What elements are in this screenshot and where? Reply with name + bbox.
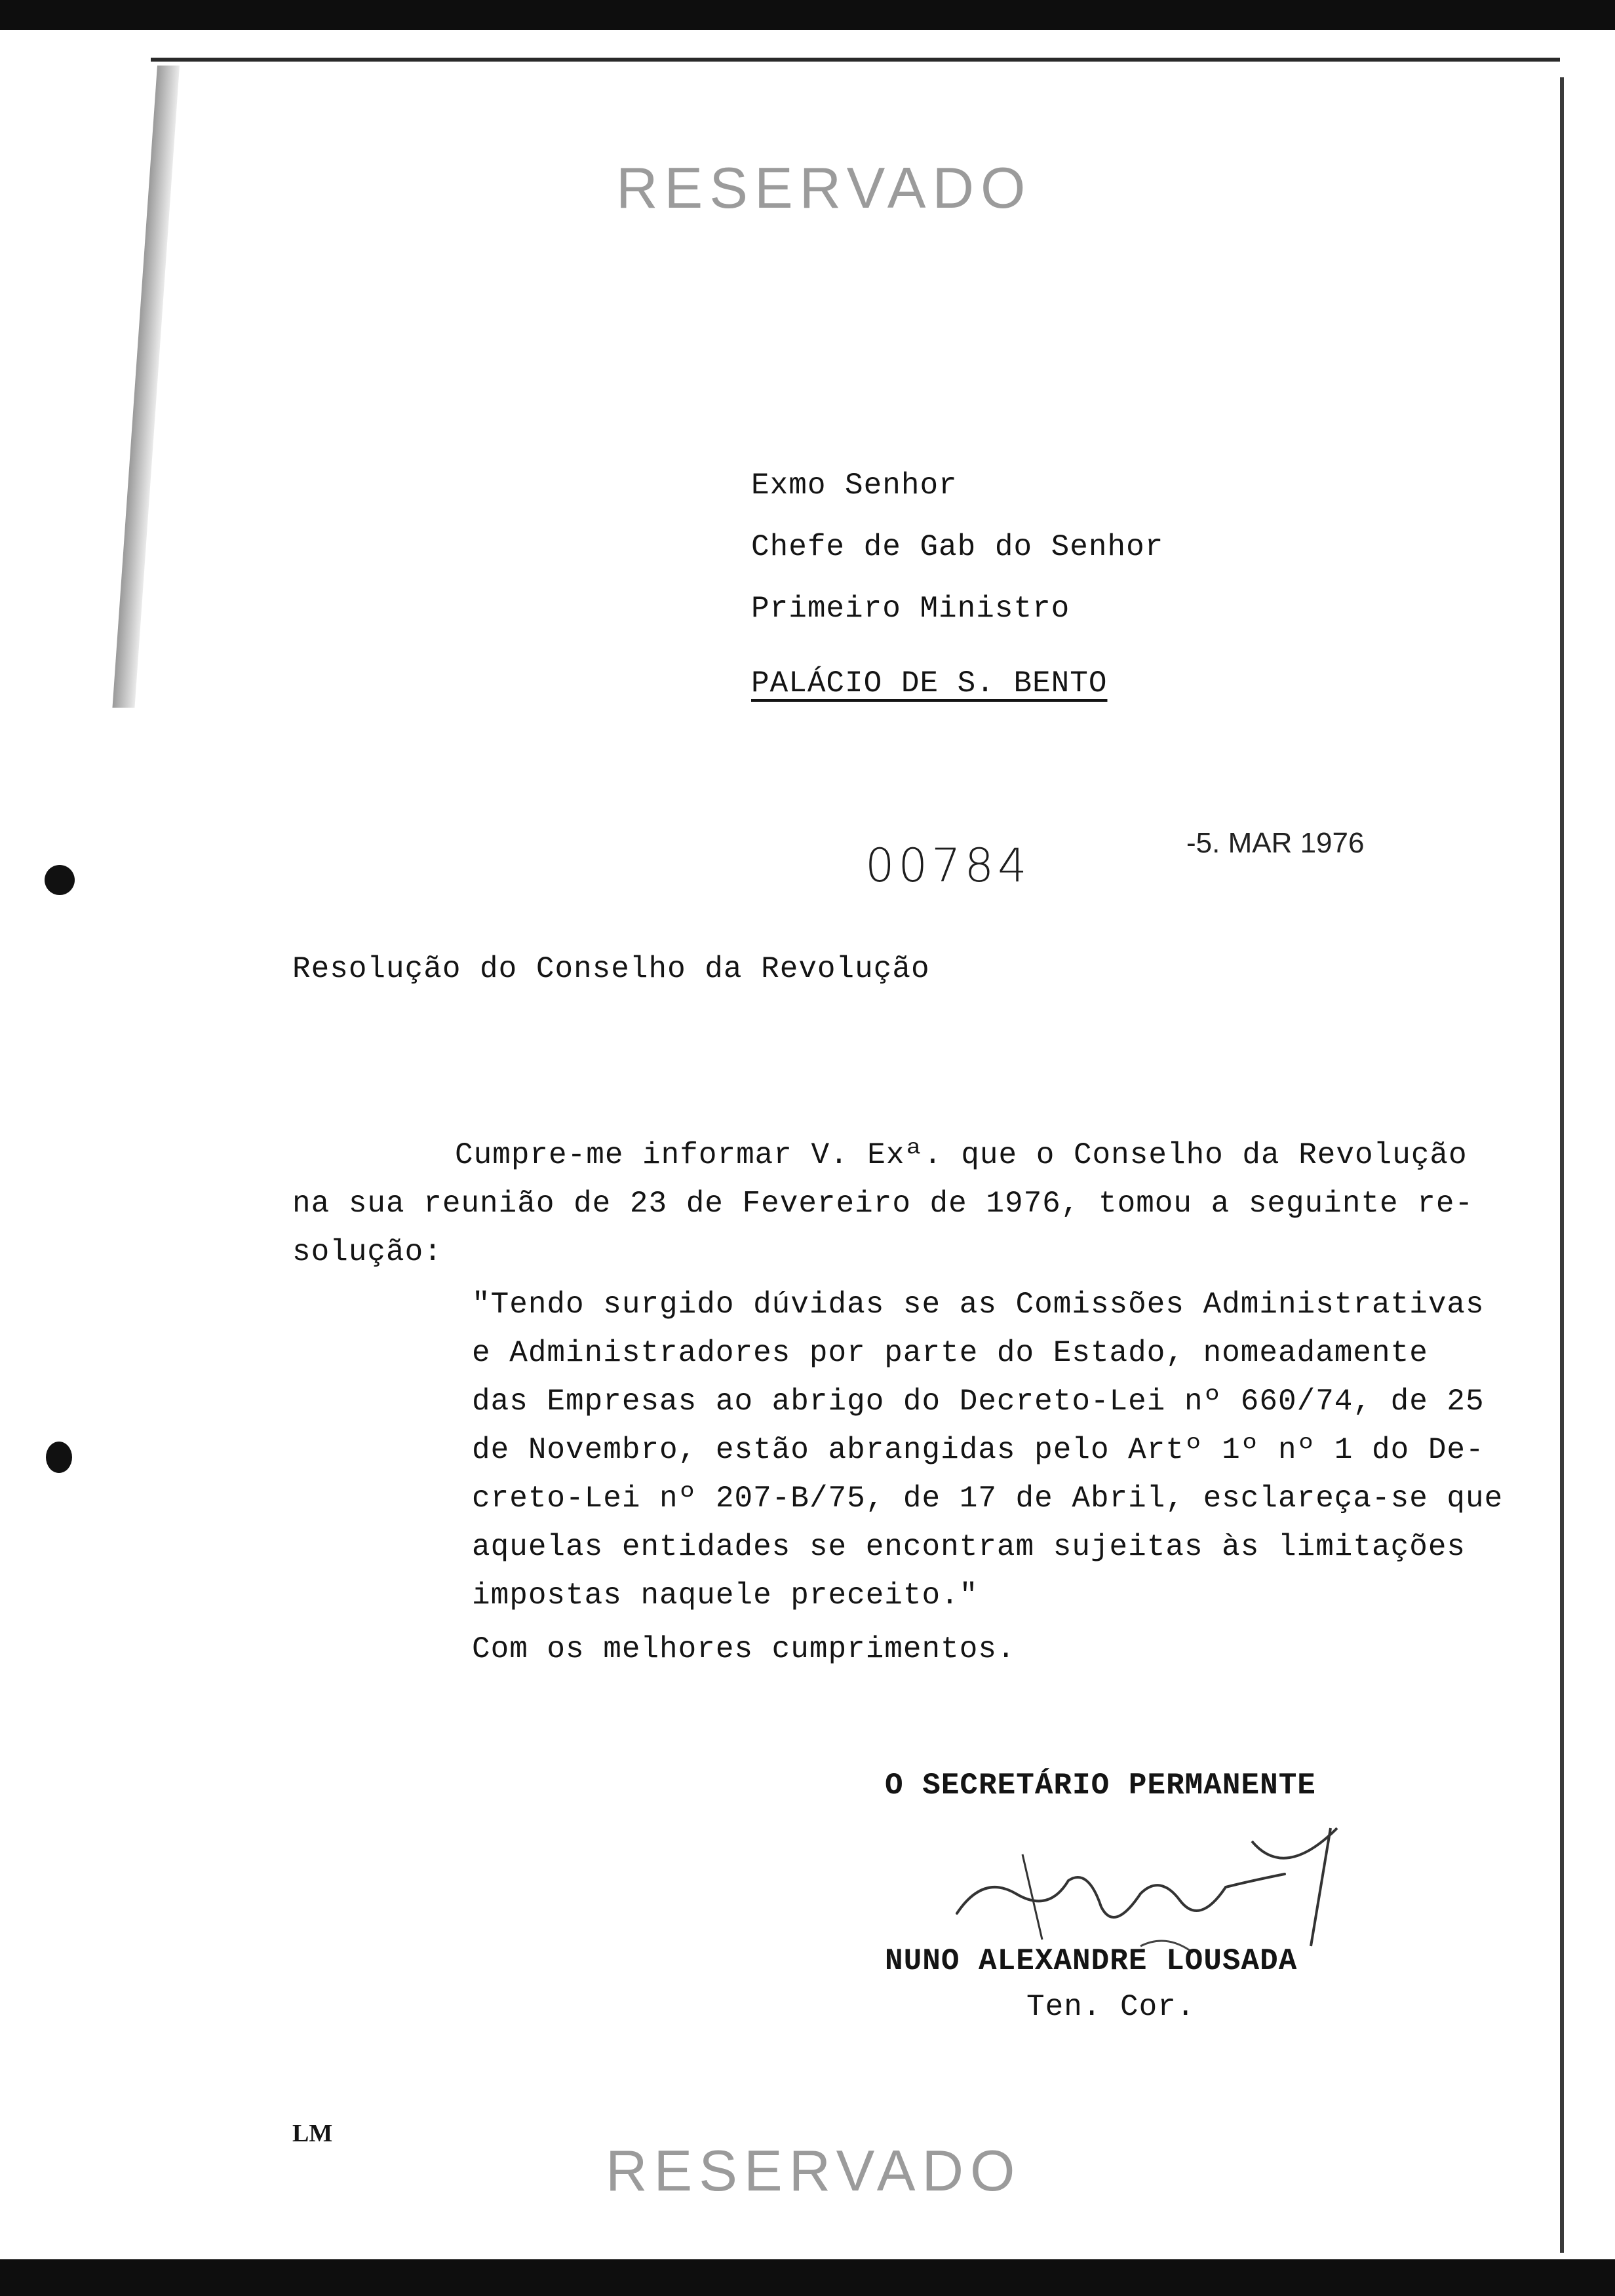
- scan-border-top: [0, 0, 1615, 30]
- quote-line: e Administradores por parte do Estado, nomeadamente: [472, 1336, 1428, 1370]
- page-edge-right: [1560, 77, 1564, 2253]
- quote-line: "Tendo surgido dúvidas se as Comissões Administrativas: [472, 1288, 1485, 1322]
- recipient-salutation: Exmo Senhor: [751, 469, 958, 503]
- signatory-title: O SECRETÁRIO PERMANENTE: [885, 1769, 1316, 1803]
- body-line: na sua reunião de 23 de Fevereiro de 1976, tomou a seguinte re-: [292, 1187, 1474, 1221]
- recipient-address: PALÁCIO DE S. BENTO: [751, 666, 1108, 700]
- recipient-title: Chefe de Gab do Senhor: [751, 530, 1164, 564]
- subject-line: Resolução do Conselho da Revolução: [292, 952, 930, 986]
- quote-line: das Empresas ao abrigo do Decreto-Lei nº 660/74, de 25: [472, 1385, 1485, 1419]
- quote-line: impostas naquele preceito.": [472, 1578, 979, 1613]
- classification-stamp-top: RESERVADO: [616, 155, 1032, 220]
- punch-hole-mark: [46, 1442, 72, 1473]
- signatory-rank: Ten. Cor.: [1026, 1990, 1196, 2024]
- reference-number: 00784: [865, 839, 1031, 892]
- page-edge-left-shadow: [112, 66, 180, 708]
- classification-stamp-bottom: RESERVADO: [606, 2138, 1022, 2203]
- recipient-office: Primeiro Ministro: [751, 592, 1070, 626]
- date-stamp: -5. MAR 1976: [1186, 827, 1365, 859]
- quote-line: de Novembro, estão abrangidas pelo Artº 1º nº 1 do De-: [472, 1433, 1485, 1467]
- quote-line: creto-Lei nº 207-B/75, de 17 de Abril, esclareça-se que: [472, 1482, 1504, 1516]
- closing-line: Com os melhores cumprimentos.: [472, 1632, 1016, 1666]
- body-line: Cumpre-me informar V. Exª. que o Conselho da Revolução: [455, 1138, 1468, 1172]
- signatory-name: NUNO ALEXANDRE LOUSADA: [885, 1944, 1298, 1978]
- punch-hole-mark: [45, 865, 75, 895]
- page-edge-top: [151, 58, 1560, 62]
- typist-initials: LM: [292, 2120, 333, 2147]
- scan-border-bottom: [0, 2259, 1615, 2296]
- body-line: solução:: [292, 1235, 442, 1269]
- quote-line: aquelas entidades se encontram sujeitas às limitações: [472, 1530, 1466, 1564]
